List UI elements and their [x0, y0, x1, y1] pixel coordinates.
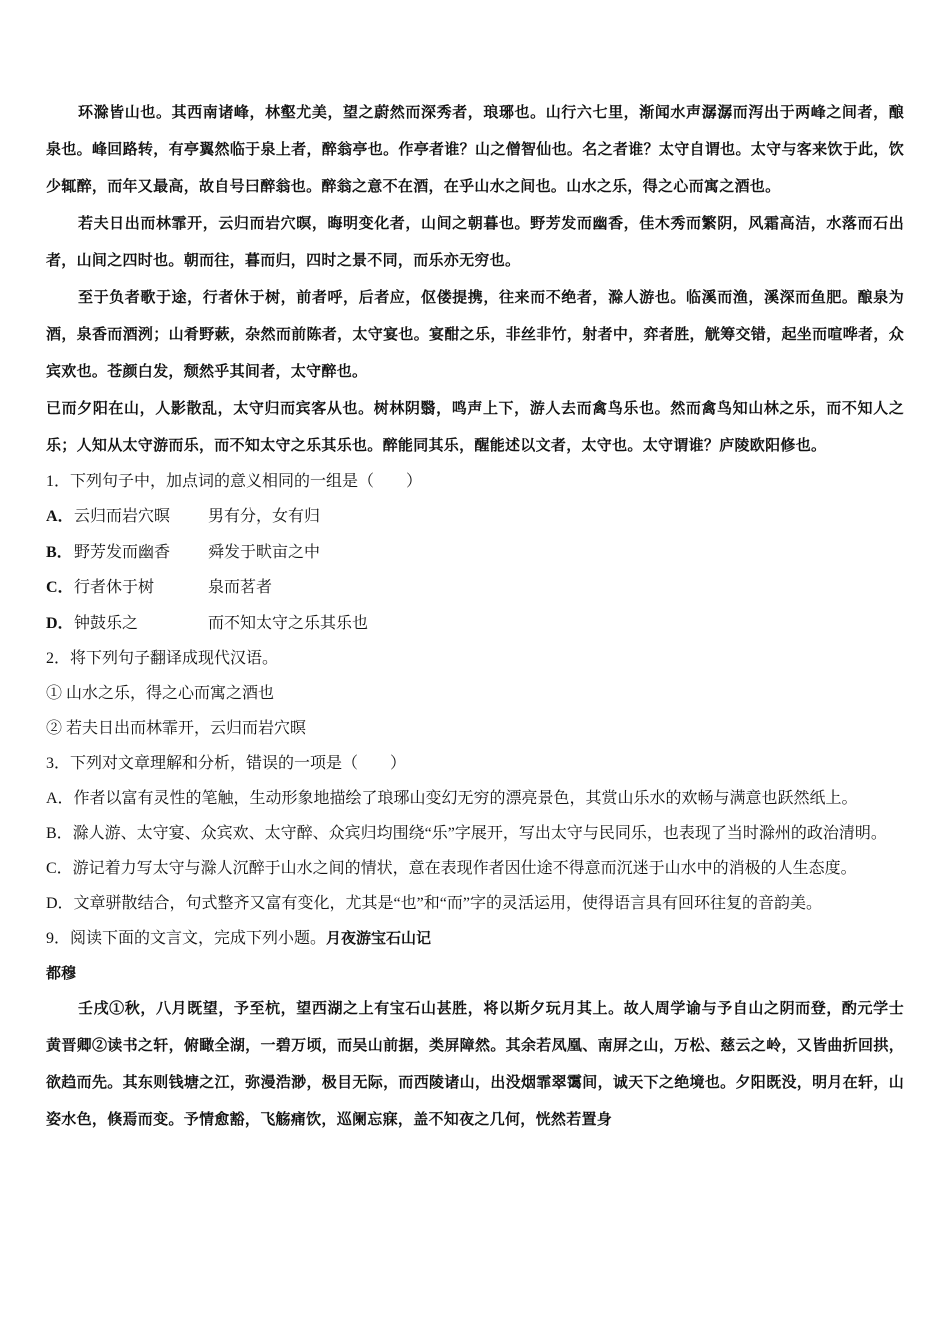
question-1-option-a — [46, 499, 904, 535]
passage-paragraph-2: 若夫日出而林霏开，云归而岩穴暝，晦明变化者，山间之朝暮也。野芳发而幽香，佳木秀而繁阴，风霜高洁，水落而石出者，山间之四时也。朝而往，暮而归，四时之景不同，而乐亦无穷也。 — [46, 214, 904, 269]
option-left-text: 野芳发而幽香 — [74, 543, 171, 561]
option-left-text: 云归而岩穴暝 — [74, 508, 171, 525]
question-1-option-d — [46, 606, 904, 642]
question-3-option-c: C．游记着力写太守与滁人沉醉于山水之间的情状，意在表现作者因仕途不得意而沉迷于山水中的消极的人生态度。 — [46, 860, 857, 877]
question-1-option-c — [46, 570, 904, 606]
passage-2-paragraph-1: 壬戌①秋，八月既望，予至杭，望西湖之上有宝石山甚胜，将以斯夕玩月其上。故人周学谕与予自山之阴而登，酌元学士黄晋卿②读书之轩，俯瞰全湖，一碧万顷，而吴山前据，类屏障然。其余若凤凰、南屏之山，万松、慈云之岭，又皆曲折回拱，欲趋而先。其东则钱塘之江，弥漫浩渺，极目无际，而西陵诸山，出没烟霏翠霭间，诚天下之绝境也。夕阳既没，明月在轩，山姿水色，倏焉而变。予情愈豁，飞觞痛饮，巡阑忘寐，盖不知夜之几何，恍然若置身 — [46, 999, 904, 1128]
option-letter: D． — [46, 614, 74, 632]
question-2-item-1: ① 山水之乐，得之心而寓之酒也 — [46, 685, 275, 702]
question-3-stem: 3．下列对文章理解和分析，错误的一项是（ ） — [46, 755, 407, 772]
question-9-stem — [46, 921, 904, 956]
passage-2-title: 月夜游宝石山记 — [326, 929, 432, 947]
question-1-option-b — [46, 535, 904, 571]
passage-paragraph-1: 环滁皆山也。其西南诸峰，林壑尤美，望之蔚然而深秀者，琅琊也。山行六七里，渐闻水声潺潺而泻出于两峰之间者，酿泉也。峰回路转，有亭翼然临于泉上者，醉翁亭也。作亭者谁？山之僧智仙也。名之者谁？太守自谓也。太守与客来饮于此，饮少辄醉，而年又最高，故自号曰醉翁也。醉翁之意不在酒，在乎山水之间也。山水之乐，得之心而寓之酒也。 — [46, 103, 904, 195]
option-letter: C． — [46, 579, 74, 596]
question-2-stem: 2．将下列句子翻译成现代汉语。 — [46, 650, 279, 667]
option-letter: B． — [46, 543, 73, 561]
question-3-option-d: D．文章骈散结合，句式整齐又富有变化，尤其是“也”和“而”字的灵活运用，使得语言具有回环往复的音韵美。 — [46, 895, 822, 912]
option-right-text: 泉而茗者 — [208, 579, 273, 596]
option-right-text: 舜发于畎亩之中 — [208, 543, 321, 561]
question-3-option-a: A．作者以富有灵性的笔触，生动形象地描绘了琅琊山变幻无穷的漂亮景色，其赏山乐水的欢畅与满意也跃然纸上。 — [46, 790, 858, 807]
option-right-text: 而不知太守之乐其乐也 — [208, 614, 369, 632]
passage-paragraph-3: 至于负者歌于途，行者休于树，前者呼，后者应，伛偻提携，往来而不绝者，滁人游也。临溪而渔，溪深而鱼肥。酿泉为酒，泉香而酒洌；山肴野蔌，杂然而前陈者，太守宴也。宴酣之乐，非丝非竹，射者中，弈者胜，觥筹交错，起坐而喧哗者，众宾欢也。苍颜白发，颓然乎其间者，太守醉也。 — [46, 288, 904, 380]
question-3-option-b: B．滁人游、太守宴、众宾欢、太守醉、众宾归均围绕“乐”字展开，写出太守与民同乐，也表现了当时滁州的政治清明。 — [46, 825, 887, 842]
passage-paragraph-4: 已而夕阳在山，人影散乱，太守归而宾客从也。树林阴翳，鸣声上下，游人去而禽鸟乐也。然而禽鸟知山林之乐，而不知人之乐；人知从太守游而乐，而不知太守之乐其乐也。醉能同其乐，醒能述以文者，太守也。太守谓谁？庐陵欧阳修也。 — [46, 399, 904, 454]
question-2-item-2: ② 若夫日出而林霏开，云归而岩穴暝 — [46, 720, 307, 737]
question-1-stem: 1．下列句子中，加点词的意义相同的一组是（ ） — [46, 473, 423, 490]
option-left-text: 行者休于树 — [74, 579, 155, 596]
question-9-instruction: 9．阅读下面的文言文，完成下列小题。 — [46, 930, 327, 947]
document-content — [46, 94, 904, 1138]
option-right-text: 男有分，女有归 — [208, 508, 321, 525]
option-letter: A． — [46, 508, 74, 525]
option-left-text: 钟鼓乐之 — [74, 614, 139, 632]
passage-2-author: 都穆 — [46, 964, 77, 982]
